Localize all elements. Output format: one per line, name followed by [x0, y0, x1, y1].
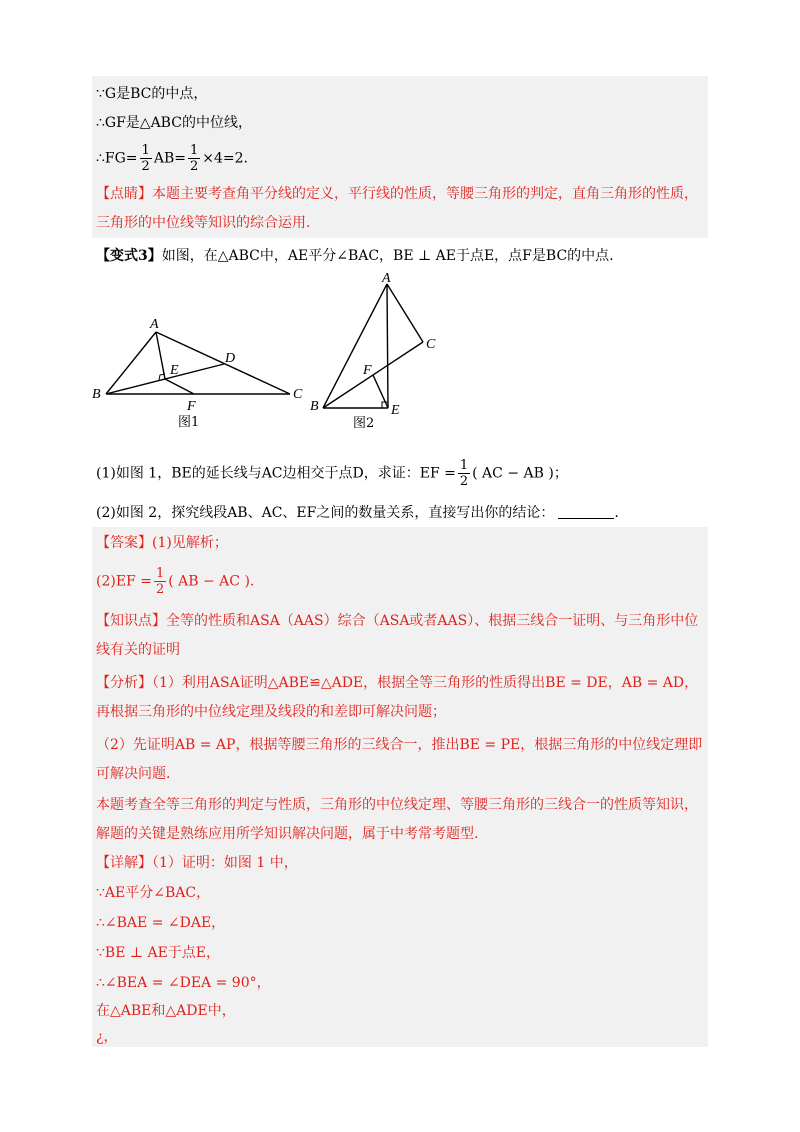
detail-tag: 【详解】	[96, 855, 152, 871]
fig1-segment-ab	[106, 332, 156, 394]
question-2: (2)如图 2，探究线段AB、AC、EF之间的数量关系，直接写出你的结论： .	[96, 505, 619, 521]
answer-tag: 【答案】	[96, 535, 152, 551]
fig1-segment-ae	[156, 332, 165, 379]
fig2-segment-ac	[387, 284, 423, 342]
figure-1	[90, 312, 320, 432]
solution-line-3: ∴FG= $\frac{1}{2}$ AB= $\frac{1}{2}$ ×4=2.	[96, 143, 248, 174]
variant-question	[96, 246, 614, 266]
fig1-label-f: F	[187, 399, 196, 414]
fig1-label-b: B	[92, 387, 101, 402]
fig2-label-c: C	[426, 337, 436, 352]
comment-text: 本题主要考查角平分线的定义，平行线的性质，等腰三角形的判定，直角三角形的性质，三角形的中位线等知识的综合运用.	[96, 186, 698, 231]
analysis-tag: 【分析】	[96, 675, 152, 691]
fig2-label-f: F	[363, 363, 372, 378]
variant-text: 如图，在△ABC中，AE平分∠BAC，BE ⊥ AE于点E，点F是BC的中点.	[161, 248, 614, 264]
variant-tag: 【变式3】	[96, 248, 162, 264]
fig1-segment-ef	[165, 379, 194, 394]
detail-step-4: ∴∠BEA = ∠DEA = 90°，	[96, 975, 271, 991]
question-1: (1)如图 1，BE的延长线与AC边相交于点D，求证：EF = $\frac{1}{2}$ ( AC − AB )；	[96, 458, 568, 489]
fig2-segment-ab	[323, 284, 387, 408]
fraction-half: $\frac{1}{2}$	[141, 143, 150, 174]
analysis-paragraph-1: 【分析】（1）利用ASA证明△ABE≌△ADE，根据全等三角形的性质得出BE = DE，AB = AD，再根据三角形的中位线定理及线段的和差即可解决问题；	[96, 675, 699, 720]
figure-2	[300, 268, 450, 432]
detail-heading: 【详解】（1）证明：如图 1 中，	[96, 855, 298, 871]
fig1-label-c: C	[293, 387, 303, 402]
fraction-half: $\frac{1}{2}$	[189, 143, 199, 174]
fig2-caption: 图2	[353, 416, 375, 431]
fig2-label-b: B	[310, 399, 319, 414]
solution-line-2: ∴GF是△ABC的中位线，	[96, 115, 252, 131]
fig2-label-a: A	[382, 271, 391, 286]
fraction-half: $\frac{1}{2}$	[155, 566, 165, 597]
fig2-segment-ae	[387, 284, 388, 408]
detail-step-3: ∵BE ⊥ AE于点E，	[96, 945, 221, 961]
detail-step-6: ¿，	[96, 1029, 118, 1045]
solution-line-1: ∵G是BC的中点，	[96, 86, 208, 102]
detail-step-5: 在△ABE和△ADE中，	[96, 1003, 236, 1019]
analysis-paragraph-3: 本题考查全等三角形的判定与性质，三角形的中位线定理、等腰三角形的三线合一的性质等知识，解题的关键是熟练应用所学知识解决问题，属于中考常考题型.	[96, 797, 698, 842]
analysis-paragraph-2: （2）先证明AB = AP，根据等腰三角形的三线合一，推出BE = PE，根据三角形的中位线定理即可解决问题.	[96, 737, 703, 782]
fig2-label-e: E	[391, 403, 400, 418]
fig1-caption: 图1	[178, 415, 200, 430]
answer-line-2: (2)EF = $\frac{1}{2}$ ( AB − AC ).	[96, 566, 255, 597]
comment-paragraph	[96, 180, 706, 238]
knowledge-tag: 【知识点】	[96, 613, 166, 629]
detail-step-1: ∵AE平分∠BAC，	[96, 885, 211, 901]
knowledge-paragraph: 【知识点】全等的性质和ASA（AAS）综合（ASA或者AAS）、根据三线合一证明、与三角形中位线有关的证明	[96, 613, 699, 658]
answer-line-1: 【答案】(1)见解析；	[96, 535, 228, 551]
fig1-label-a: A	[150, 317, 159, 332]
fig1-label-d: D	[225, 351, 236, 366]
fig1-label-e: E	[170, 363, 179, 378]
fraction-half: $\frac{1}{2}$	[459, 458, 469, 489]
comment-tag: 【点睛】	[96, 186, 152, 202]
fig2-segment-ef	[373, 375, 388, 408]
detail-step-2: ∴∠BAE = ∠DAE，	[96, 915, 226, 931]
answer-blank[interactable]	[558, 504, 614, 519]
